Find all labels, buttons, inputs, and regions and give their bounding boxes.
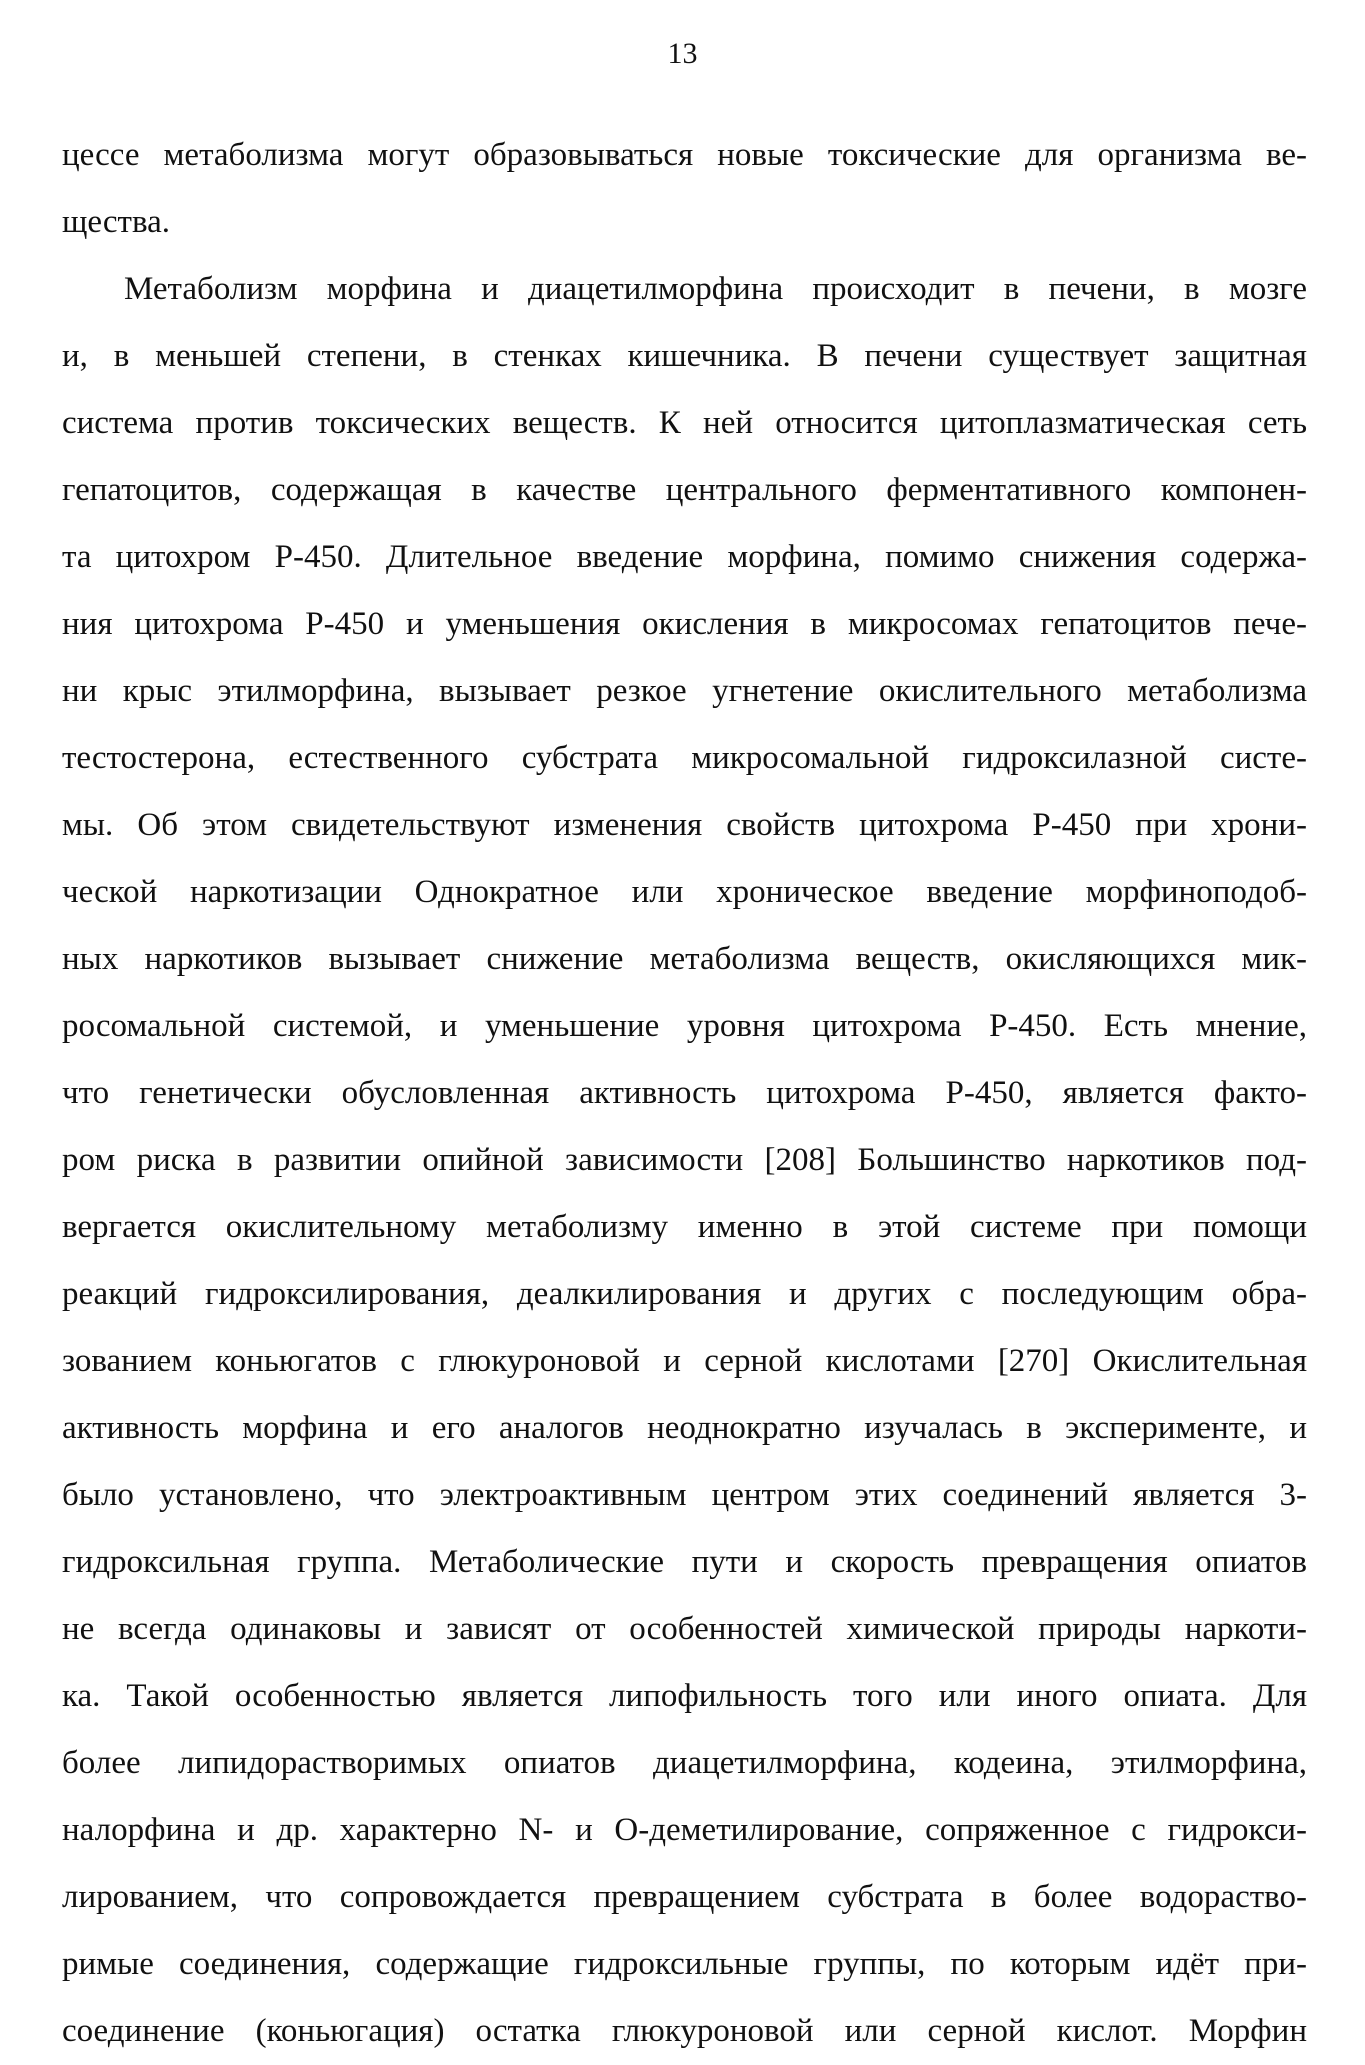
text-line: римые соединения, содержащие гидроксильные группы, по которым идёт при- (62, 1946, 1307, 1982)
text-line: налорфина и др. характерно N- и О-деметилирование, сопряженное с гидрокси- (62, 1812, 1307, 1848)
text-line: вергается окислительному метаболизму именно в этой системе при помощи (62, 1209, 1307, 1245)
text-line: гидроксильная группа. Метаболические пути и скорость превращения опиатов (62, 1544, 1307, 1580)
text-line: Метаболизм морфина и диацетилморфина происходит в печени, в мозге (124, 271, 1307, 307)
text-line: росомальной системой, и уменьшение уровня цитохрома Р-450. Есть мнение, (62, 1008, 1307, 1044)
text-line: ческой наркотизации Однократное или хроническое введение морфиноподоб- (62, 874, 1307, 910)
text-line: реакций гидроксилирования, деалкилирования и других с последующим обра- (62, 1276, 1307, 1312)
text-line: что генетически обусловленная активность цитохрома Р-450, является факто- (62, 1075, 1307, 1111)
paragraph-2 (62, 256, 1307, 2065)
text-line: ка. Такой особенностью является липофильность того или иного опиата. Для (62, 1678, 1307, 1714)
text-line: ни крыс этилморфина, вызывает резкое угнетение окислительного метаболизма (62, 673, 1307, 709)
text-line: тестостерона, естественного субстрата микросомальной гидроксилазной систе- (62, 740, 1307, 776)
text-line: было установлено, что электроактивным центром этих соединений является 3- (62, 1477, 1307, 1513)
body-text (62, 122, 1307, 2065)
text-line: цессе метаболизма могут образовываться новые токсические для организма ве- (62, 137, 1307, 173)
page-number: 13 (667, 37, 698, 70)
text-line: ром риска в развитии опийной зависимости [208] Большинство наркотиков под- (62, 1142, 1307, 1178)
text-line: система против токсических веществ. К ней относится цитоплазматическая сеть (62, 405, 1307, 441)
text-line: активность морфина и его аналогов неоднократно изучалась в эксперименте, и (62, 1410, 1307, 1446)
text-line: соединение (коньюгация) остатка глюкуроновой или серной кислот. Морфин (62, 2013, 1307, 2049)
text-line: лированием, что сопровождается превращением субстрата в более водораство- (62, 1879, 1307, 1915)
text-line: та цитохром Р-450. Длительное введение морфина, помимо снижения содержа- (62, 539, 1307, 575)
text-line: ных наркотиков вызывает снижение метаболизма веществ, окисляющихся мик- (62, 941, 1307, 977)
text-line: не всегда одинаковы и зависят от особенностей химической природы наркоти- (62, 1611, 1307, 1647)
text-line: мы. Об этом свидетельствуют изменения свойств цитохрома Р-450 при хрони- (62, 807, 1307, 843)
text-line: более липидорастворимых опиатов диацетилморфина, кодеина, этилморфина, (62, 1745, 1307, 1781)
text-line: гепатоцитов, содержащая в качестве центрального ферментативного компонен- (62, 472, 1307, 508)
text-line: щества. (62, 204, 170, 240)
text-line: ния цитохрома Р-450 и уменьшения окисления в микросомах гепатоцитов пече- (62, 606, 1307, 642)
text-line: и, в меньшей степени, в стенках кишечника. В печени существует защитная (62, 338, 1307, 374)
paragraph-1 (62, 122, 1307, 256)
text-line: зованием коньюгатов с глюкуроновой и серной кислотами [270] Окислительная (62, 1343, 1307, 1379)
